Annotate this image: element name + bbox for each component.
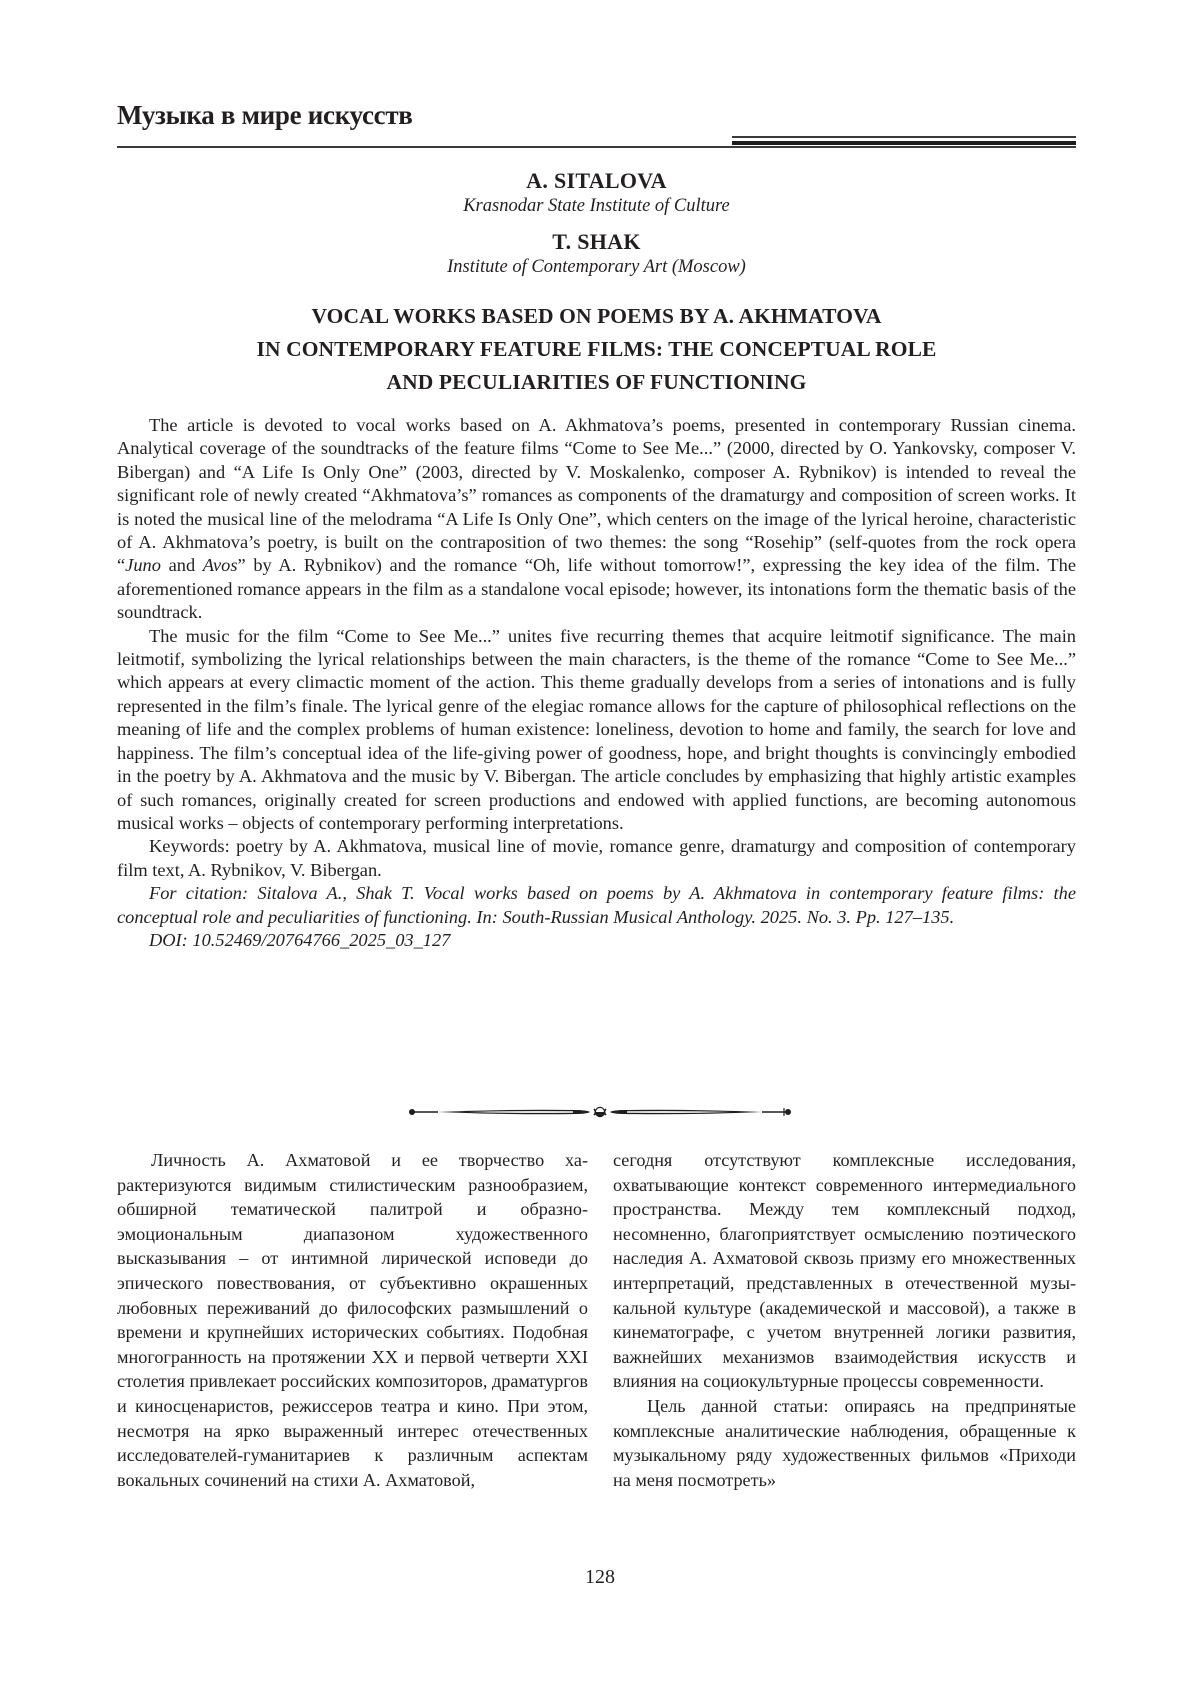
body-column-right xyxy=(613,1148,1076,1492)
body-paragraph: Цель данной статьи: опираясь на предпринятые комплексные аналитические наблюдения, обращенные к музыкальному ряду художественных фильмов «Приходи на меня посмотреть» xyxy=(613,1395,1076,1490)
header-rule-thick xyxy=(732,141,1076,145)
body-columns xyxy=(117,1148,1076,1492)
abstract-italic-title: Avos xyxy=(202,555,238,576)
author-name: A. SITALOVA xyxy=(526,168,667,193)
body-paragraph: сегодня отсутствуют комплексные исследования, охватывающие контекст современного интермедиального пространства. Между тем комплексный подход, несомненно, благоприятствует осмыслению поэтического наследия А. Ахматовой сквозь призму его множественных интерпретаций, представленных в отечественной музыкальной культуре (академической и массовой), а также в кинематографе, с учетом внутренней логики развития, важнейших механизмов взаимодействия искусств и влияния на социокультурные процессы современности. xyxy=(613,1150,1076,1392)
abstract-text: and xyxy=(160,555,203,576)
article-title xyxy=(117,300,1076,399)
ornamental-divider-icon xyxy=(408,1104,792,1118)
running-header-section-title: Музыка в мире искусств xyxy=(117,100,413,130)
abstract-paragraph xyxy=(117,414,1076,625)
abstract-text: ” by A. Rybnikov) and the romance “Oh, life without tomorrow!”, expressing the key idea of the film. The aforementioned romance appears in the film as a standalone vocal episode; however, its intonations form the thematic basis of the soundtrack. xyxy=(117,555,1077,623)
header-rule-thin xyxy=(732,136,1076,138)
body-column-left xyxy=(117,1148,588,1492)
author-name: T. SHAK xyxy=(552,229,641,254)
abstract-paragraph: The music for the film “Come to See Me...” unites five recurring themes that acquire leitmotif significance. The main leitmotif, symbolizing the lyrical relationships between the main characters, is the theme of the romance “Come to See Me...” which appears at every climactic moment of the action. This theme gradually develops from a series of intonations and is fully represented in the film’s finale. The lyrical genre of the elegiac romance allows for the capture of philosophical reflections on the meaning of life and the complex problems of human existence: loneliness, devotion to home and family, the search for love and happiness. The film’s conceptual idea of the life-giving power of goodness, hope, and bright thoughts is convincingly embodied in the poetry by A. Akhmatova and the music by V. Bibergan. The article concludes by emphasizing that highly artistic examples of such romances, originally created for screen productions and endowed with applied functions, are becoming autonomous musical works – objects of contemporary performing interpretations. xyxy=(117,625,1076,833)
authors-block xyxy=(117,168,1076,290)
author-affiliation: Krasnodar State Institute of Culture xyxy=(463,196,730,216)
page-number: 128 xyxy=(585,1566,615,1588)
keywords: Keywords: poetry by A. Akhmatova, musical line of movie, romance genre, dramaturgy and composition of contemporary film text, A. Rybnikov, V. Bibergan. xyxy=(117,836,1076,880)
citation: For citation: Sitalova A., Shak T. Vocal works based on poems by A. Akhmatova in contemporary feature films: the conceptual role and peculiarities of functioning. In: South-Russian Musical Anthology. 2025. No. 3. Pp. 127–135. xyxy=(117,883,1076,927)
abstract-text: The article is devoted to vocal works based on A. Akhmatova’s poems, presented in contemporary Russian cinema. Analytical coverage of the soundtracks of the feature films “Come to See Me...” (2000, directed by O. Yankovsky, composer V. Bibergan) and “A Life Is Only One” (2003, directed by V. Moskalenko, composer A. Rybnikov) is intended to reveal the significant role of newly created “Akhmatova’s” romances as components of the dramaturgy and composition of screen works. It is noted the musical line of the melodrama “A Life Is Only One”, which centers on the image of the lyrical heroine, characteristic of A. Akhmatova’s poetry, is built on the contraposition of two themes: the song “Rosehip” (self-quotes from the rock opera “ xyxy=(117,415,1076,576)
body-paragraph: Личность А. Ахматовой и ее творчество характеризуются видимым стилистическим разнообразием, обширной тематической палитрой и образно-эмоциональным диапазоном художественного высказывания – от интимной лирической исповеди до эпического повествования, от субъективно окрашенных любовных переживаний до философских размышлений о времени и крупнейших исторических событиях. Подобная многогранность на протяжении XX и первой четверти XXI столетия привлекает российских композиторов, драматургов и киносценаристов, режиссеров театра и кино. При этом, несмотря на ярко выраженный интерес отечественных исследователей-гуманитариев к различным аспектам вокальных сочинений на стихи А. Ахматовой, xyxy=(117,1150,588,1490)
header-rule-main xyxy=(117,146,1076,148)
abstract-block xyxy=(117,414,1076,952)
article-title-line: VOCAL WORKS BASED ON POEMS BY A. AKHMATOVA xyxy=(311,304,882,328)
abstract-italic-title: Juno xyxy=(125,555,161,576)
doi: DOI: 10.52469/20764766_2025_03_127 xyxy=(149,929,451,950)
author-affiliation: Institute of Contemporary Art (Moscow) xyxy=(447,257,746,277)
article-title-line: IN CONTEMPORARY FEATURE FILMS: THE CONCEPTUAL ROLE xyxy=(256,337,937,361)
article-title-line: AND PECULIARITIES OF FUNCTIONING xyxy=(386,370,807,394)
